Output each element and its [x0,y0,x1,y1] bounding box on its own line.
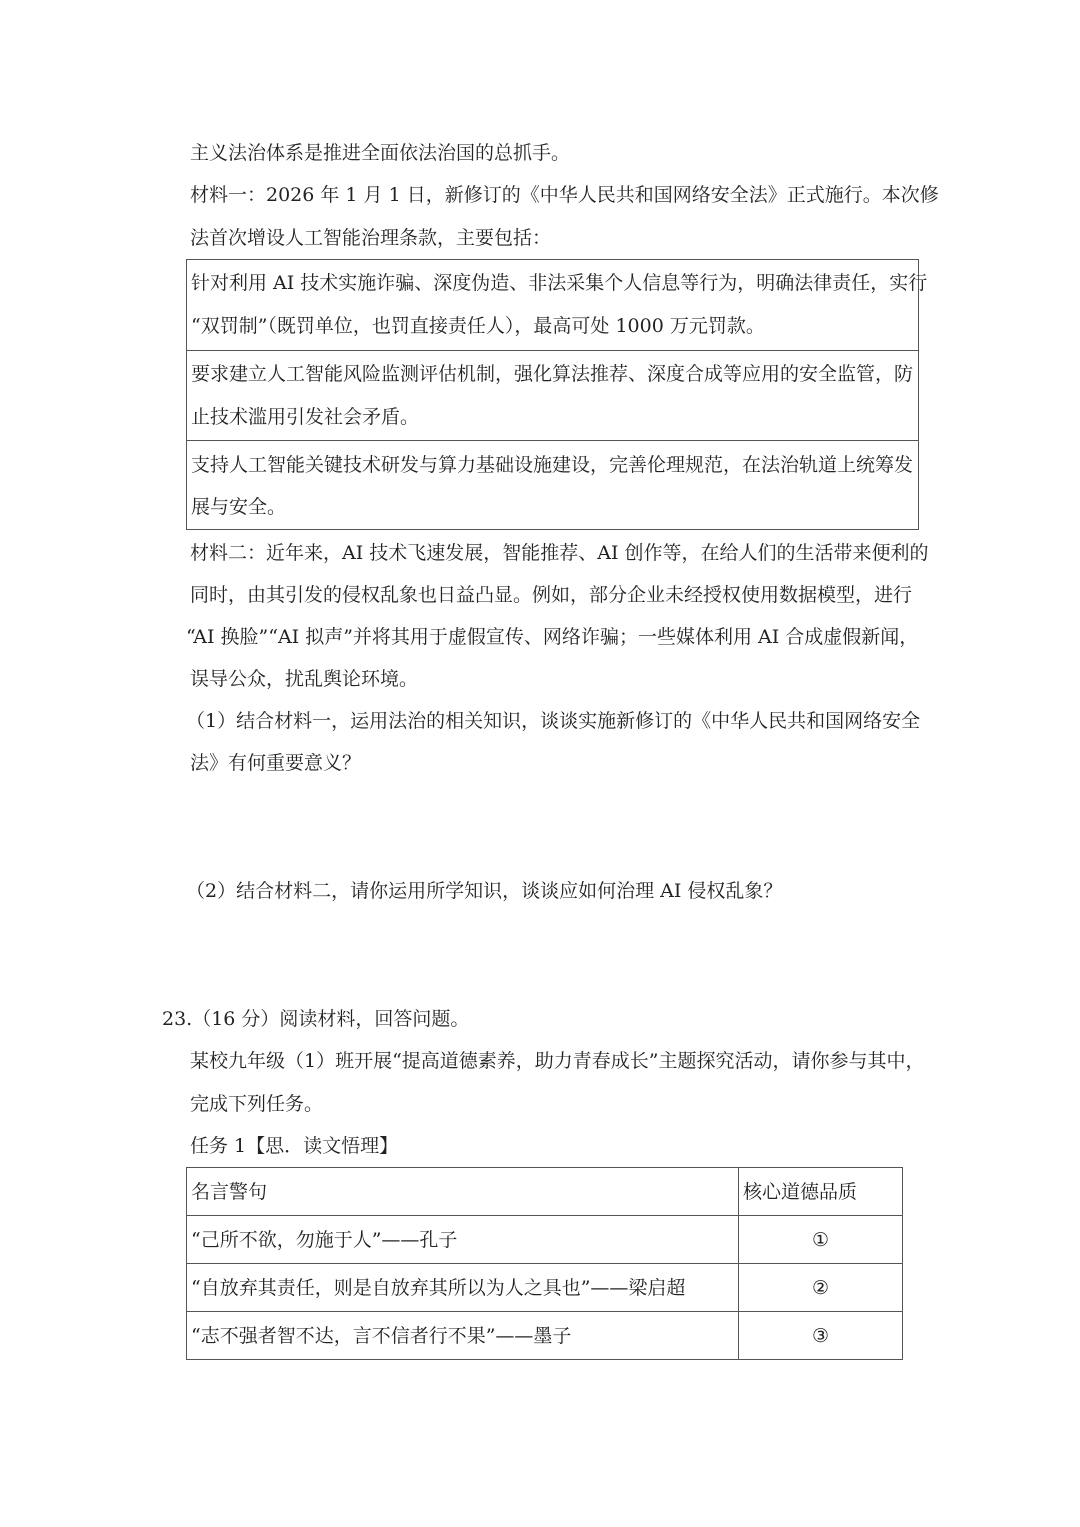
material2-line2: 同时，由其引发的侵权乱象也日益凸显。例如，部分企业未经授权使用数据模型，进行 [190,584,913,606]
quality-cell: ② [739,1264,903,1312]
clause-1-line1: 针对利用 AI 技术实施诈骗、深度伪造、非法采集个人信息等行为，明确法律责任，实行 [191,272,928,294]
material1-clause-box [186,259,928,530]
clause-1-line2: “双罚制”（既罚单位，也罚直接责任人），最高可处 1000 万元罚款。 [191,315,765,337]
quote-cell: “己所不欲，勿施于人”——孔子 [187,1216,739,1264]
material2-line3: “AI 换脸”“AI 拟声”并将其用于虚假宣传、网络诈骗；一些媒体利用 AI 合成虚假新闻， [186,626,919,648]
intro-line: 主义法治体系是推进全面依法治国的总抓手。 [190,142,571,164]
header-quote: 名言警句 [187,1168,739,1216]
quality-cell: ① [739,1216,903,1264]
material2-line1: 材料二：近年来，AI 技术飞速发展，智能推荐、AI 创作等，在给人们的生活带来便利的 [190,542,929,564]
table-row [187,1216,903,1264]
material2-line4: 误导公众，扰乱舆论环境。 [190,668,419,690]
question-23-heading: 23.（16 分）阅读材料，回答问题。 [162,1008,470,1030]
table-row [187,1312,903,1360]
material1-line1: 材料一：2026 年 1 月 1 日，新修订的《中华人民共和国网络安全法》正式施行。本次修 [190,184,939,206]
clause-3-line2: 展与安全。 [191,496,287,518]
question-23-line2: 完成下列任务。 [190,1093,324,1115]
clause-2 [187,350,918,440]
table-header-row [187,1168,903,1216]
task-1-title: 任务 1【思．读文悟理】 [190,1135,399,1157]
header-quality: 核心道德品质 [739,1168,903,1216]
quality-cell: ③ [739,1312,903,1360]
question-2: （2）结合材料二，请你运用所学知识，谈谈应如何治理 AI 侵权乱象？ [186,880,783,902]
clause-3-line1: 支持人工智能关键技术研发与算力基础设施建设，完善伦理规范，在法治轨道上统筹发 [191,454,914,476]
clause-2-line2: 止技术滥用引发社会矛盾。 [191,406,420,428]
question-23-line1: 某校九年级（1）班开展“提高道德素养，助力青春成长”主题探究活动，请你参与其中， [190,1050,925,1072]
table-row [187,1264,903,1312]
quote-cell: “自放弃其责任，则是自放弃其所以为人之具也”——梁启超 [187,1264,739,1312]
material1-line2: 法首次增设人工智能治理条款，主要包括： [190,227,552,249]
question-1-line2: 法》有何重要意义？ [190,752,362,774]
clause-1 [187,260,928,350]
quotes-table [186,1167,903,1360]
question-1-line1: （1）结合材料一，运用法治的相关知识，谈谈实施新修订的《中华人民共和国网络安全 [186,710,921,732]
quote-cell: “志不强者智不达，言不信者行不果”——墨子 [187,1312,739,1360]
clause-3 [187,440,918,530]
clause-2-line1: 要求建立人工智能风险监测评估机制，强化算法推荐、深度合成等应用的安全监管，防 [191,363,914,385]
